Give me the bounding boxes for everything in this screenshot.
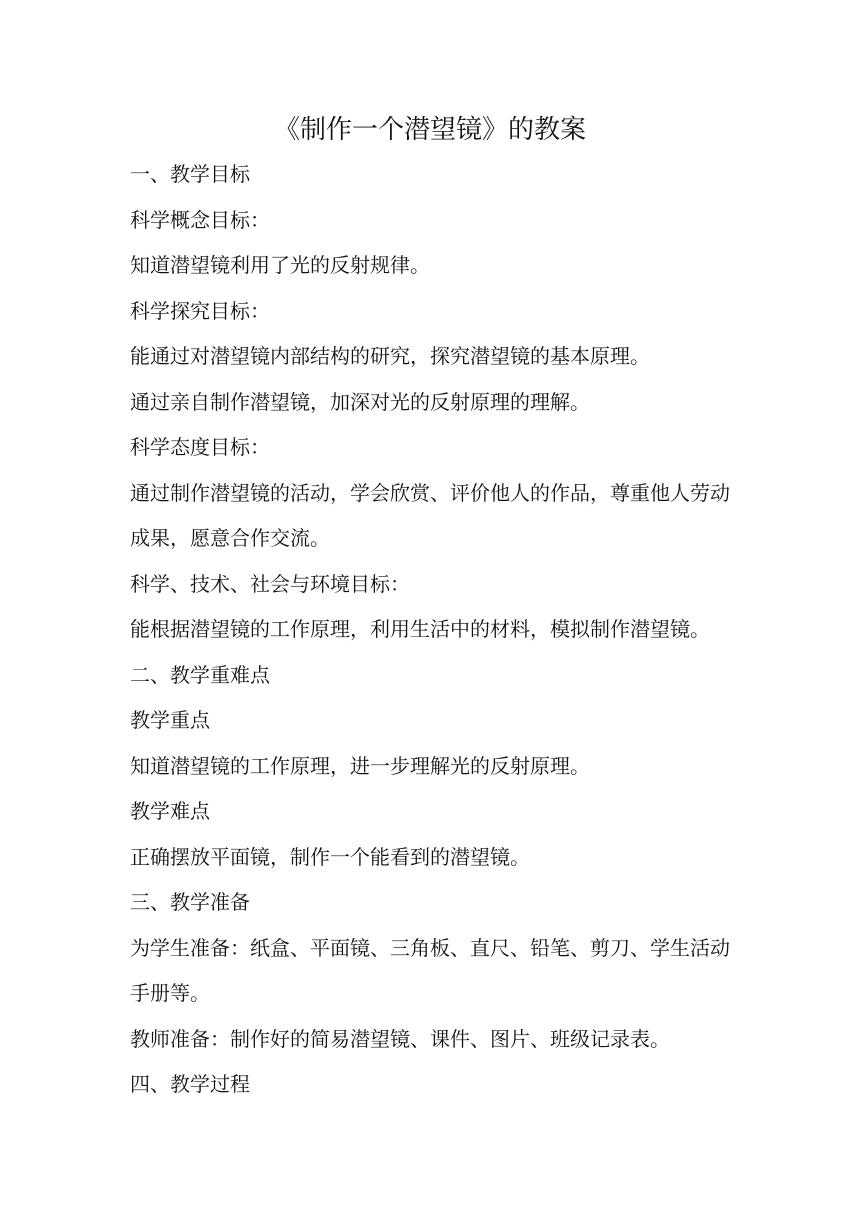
section-heading-preparation: 三、教学准备: [130, 890, 250, 914]
paragraph-line: 知道潜望镜的工作原理，进一步理解光的反射原理。: [130, 753, 590, 778]
subheading-concept-objective: 科学概念目标：: [130, 207, 270, 232]
paragraph-line: 成果，愿意合作交流。: [130, 526, 330, 550]
subheading-key-point: 教学重点: [130, 708, 210, 732]
paragraph-line: 教师准备：制作好的简易潜望镜、课件、图片、班级记录表。: [130, 1026, 670, 1051]
section-heading-process: 四、教学过程: [130, 1072, 250, 1096]
subheading-stse-objective: 科学、技术、社会与环境目标：: [130, 571, 410, 596]
section-heading-key-points: 二、教学重难点: [130, 662, 270, 687]
paragraph-line: 通过制作潜望镜的活动，学会欣赏、评价他人的作品，尊重他人劳动: [130, 480, 730, 505]
subheading-difficult-point: 教学难点: [130, 799, 210, 823]
paragraph-line: 知道潜望镜利用了光的反射规律。: [130, 253, 430, 277]
paragraph-line: 手册等。: [130, 981, 210, 1005]
document-body: [130, 152, 740, 1108]
paragraph-line: 能通过对潜望镜内部结构的研究，探究潜望镜的基本原理。: [130, 344, 650, 368]
subheading-attitude-objective: 科学态度目标：: [130, 435, 270, 459]
paragraph-line: 为学生准备：纸盒、平面镜、三角板、直尺、铅笔、剪刀、学生活动: [130, 935, 730, 960]
document-title: 《制作一个潜望镜》的教案: [273, 115, 586, 145]
paragraph-line: 正确摆放平面镜，制作一个能看到的潜望镜。: [130, 844, 530, 869]
subheading-inquiry-objective: 科学探究目标：: [130, 298, 270, 323]
section-heading-objectives: 一、教学目标: [130, 162, 250, 186]
paragraph-line: 能根据潜望镜的工作原理，利用生活中的材料，模拟制作潜望镜。: [130, 617, 710, 641]
paragraph-line: 通过亲自制作潜望镜，加深对光的反射原理的理解。: [130, 389, 590, 414]
